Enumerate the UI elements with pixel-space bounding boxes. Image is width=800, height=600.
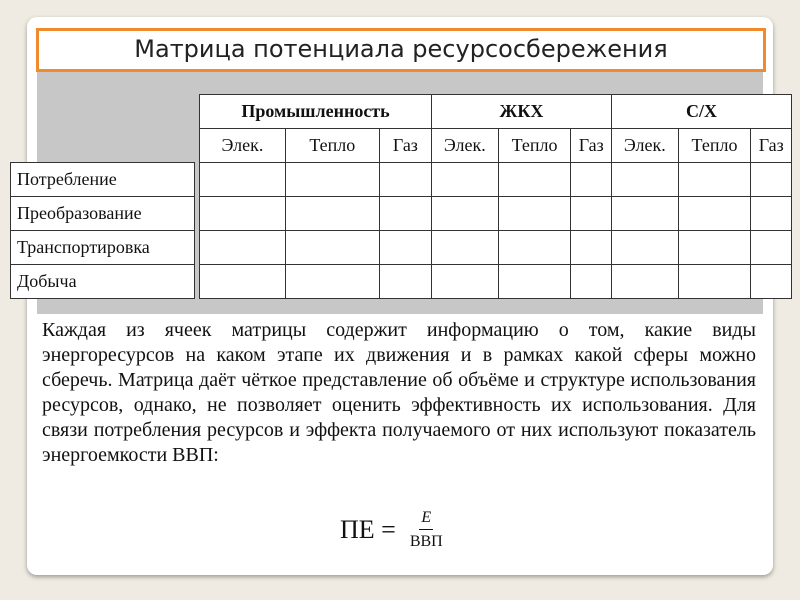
matrix-cell bbox=[200, 163, 286, 197]
formula-denominator: ВВП bbox=[409, 533, 443, 550]
matrix-cell bbox=[611, 163, 678, 197]
matrix-cell bbox=[285, 163, 379, 197]
matrix-cell bbox=[751, 265, 792, 299]
matrix-cell bbox=[379, 163, 431, 197]
matrix-cell bbox=[751, 197, 792, 231]
matrix-cell bbox=[285, 231, 379, 265]
matrix-cell bbox=[200, 197, 286, 231]
matrix-cell bbox=[432, 197, 499, 231]
resource-header: Тепло bbox=[285, 129, 379, 163]
resource-header: Элек. bbox=[200, 129, 286, 163]
matrix-cell bbox=[285, 197, 379, 231]
sector-header: ЖКХ bbox=[432, 95, 612, 129]
stage-label: Преобразование bbox=[11, 197, 195, 231]
stage-label: Потребление bbox=[11, 163, 195, 197]
matrix-cell bbox=[498, 163, 571, 197]
stage-label: Добыча bbox=[11, 265, 195, 299]
matrix-cell bbox=[611, 231, 678, 265]
matrix-cell bbox=[571, 197, 611, 231]
resource-header: Элек. bbox=[611, 129, 678, 163]
matrix-cell bbox=[571, 265, 611, 299]
formula-lhs: ПЕ = bbox=[340, 515, 396, 544]
matrix-cell bbox=[285, 265, 379, 299]
matrix-cell bbox=[751, 163, 792, 197]
matrix-cell bbox=[678, 197, 751, 231]
matrix-row bbox=[200, 231, 792, 265]
resource-header: Тепло bbox=[498, 129, 571, 163]
stage-label: Транспортировка bbox=[11, 231, 195, 265]
matrix-cell bbox=[678, 231, 751, 265]
resource-header: Газ bbox=[379, 129, 431, 163]
matrix-row bbox=[200, 197, 792, 231]
resource-header: Газ bbox=[571, 129, 611, 163]
matrix-cell bbox=[432, 231, 499, 265]
matrix-cell bbox=[611, 265, 678, 299]
resource-matrix bbox=[199, 94, 792, 299]
slide-title: Матрица потенциала ресурсосбережения bbox=[36, 28, 766, 72]
sector-header: Промышленность bbox=[200, 95, 432, 129]
matrix-cell bbox=[678, 163, 751, 197]
energy-intensity-formula bbox=[340, 505, 443, 555]
matrix-row bbox=[200, 163, 792, 197]
matrix-cell bbox=[678, 265, 751, 299]
matrix-cell bbox=[571, 163, 611, 197]
matrix-cell bbox=[571, 231, 611, 265]
matrix-cell bbox=[751, 231, 792, 265]
matrix-cell bbox=[200, 231, 286, 265]
matrix-cell bbox=[498, 197, 571, 231]
matrix-cell bbox=[200, 265, 286, 299]
stage-labels bbox=[10, 162, 195, 299]
matrix-cell bbox=[379, 231, 431, 265]
matrix-cell bbox=[498, 231, 571, 265]
description-paragraph: Каждая из ячеек матрицы содержит информацию о том, какие виды энергоресурсов на каком этапе их движения и в рамках какой сферы можно сберечь. Матрица даёт чёткое представление об объёме и структуре использования ресурсов, однако, не позволяет оценить эффективность их использования. Для связи потребления ресурсов и эффекта получаемого от них используют показатель энергоемкости ВВП: bbox=[42, 319, 756, 466]
matrix-cell bbox=[379, 197, 431, 231]
sector-header: С/Х bbox=[611, 95, 791, 129]
formula-fraction bbox=[410, 509, 443, 551]
matrix-cell bbox=[498, 265, 571, 299]
matrix-cell bbox=[432, 265, 499, 299]
matrix-cell bbox=[432, 163, 499, 197]
matrix-cell bbox=[611, 197, 678, 231]
matrix-cell bbox=[379, 265, 431, 299]
formula-numerator: E bbox=[419, 509, 433, 530]
matrix-row bbox=[200, 265, 792, 299]
resource-header: Газ bbox=[751, 129, 792, 163]
resource-header: Тепло bbox=[678, 129, 751, 163]
resource-header: Элек. bbox=[432, 129, 499, 163]
